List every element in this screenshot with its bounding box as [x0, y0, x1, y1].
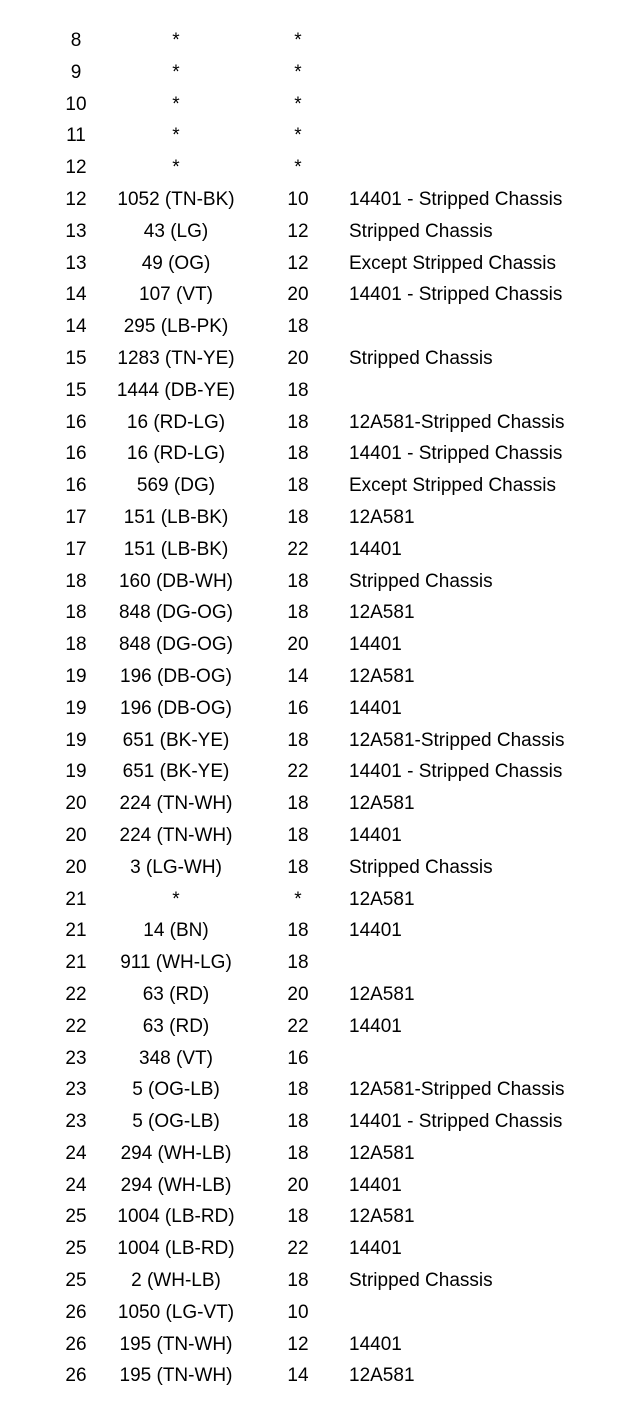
table-row — [0, 852, 640, 884]
circuit-cell: 1052 (TN-BK) — [117, 188, 235, 210]
note-cell: 14401 — [349, 1015, 402, 1037]
gauge-cell: 22 — [287, 538, 309, 560]
table-row — [0, 566, 640, 598]
gauge-cell: 18 — [287, 952, 309, 974]
pin-cell: 16 — [65, 475, 87, 497]
pin-cell: 18 — [65, 570, 87, 592]
gauge-cell: 18 — [287, 411, 309, 433]
pin-cell: 17 — [65, 506, 87, 528]
gauge-cell: 18 — [287, 1079, 309, 1101]
note-cell: Stripped Chassis — [349, 347, 493, 369]
table-row — [0, 438, 640, 470]
gauge-cell: 18 — [287, 1206, 309, 1228]
table-row — [0, 661, 640, 693]
pin-cell: 20 — [65, 793, 87, 815]
gauge-cell: 18 — [287, 379, 309, 401]
gauge-cell: 18 — [287, 1142, 309, 1164]
pin-cell: 21 — [65, 920, 87, 942]
gauge-cell: 16 — [287, 1047, 309, 1069]
gauge-cell: 14 — [287, 665, 309, 687]
circuit-cell: * — [172, 93, 180, 115]
note-cell: 12A581 — [349, 665, 415, 687]
circuit-cell: 3 (LG-WH) — [130, 856, 222, 878]
gauge-cell: 12 — [287, 1333, 309, 1355]
circuit-cell: 848 (DG-OG) — [118, 602, 234, 624]
note-cell: 14401 — [349, 697, 402, 719]
pin-cell: 18 — [65, 602, 87, 624]
table-row — [0, 152, 640, 184]
table-row — [0, 1170, 640, 1202]
circuit-cell: 911 (WH-LG) — [120, 952, 232, 974]
table-row — [0, 470, 640, 502]
circuit-cell: 43 (LG) — [143, 220, 209, 242]
pin-cell: 21 — [65, 888, 87, 910]
note-cell: 12A581-Stripped Chassis — [349, 411, 565, 433]
gauge-cell: 18 — [287, 856, 309, 878]
table-row — [0, 820, 640, 852]
note-cell: 14401 — [349, 1238, 402, 1260]
pin-cell: 22 — [65, 983, 87, 1005]
note-cell: Stripped Chassis — [349, 856, 493, 878]
circuit-cell: 16 (RD-LG) — [126, 443, 226, 465]
pin-cell: 14 — [65, 316, 87, 338]
table-row — [0, 629, 640, 661]
gauge-cell: 12 — [287, 252, 309, 274]
table-row — [0, 1138, 640, 1170]
gauge-cell: 20 — [287, 634, 309, 656]
table-row — [0, 216, 640, 248]
note-cell: 14401 - Stripped Chassis — [349, 188, 563, 210]
pin-cell: 12 — [65, 188, 87, 210]
gauge-cell: 12 — [287, 220, 309, 242]
table-row — [0, 1265, 640, 1297]
table-row — [0, 375, 640, 407]
pin-cell: 22 — [65, 1015, 87, 1037]
circuit-cell: 348 (VT) — [139, 1047, 213, 1069]
circuit-cell: 5 (OG-LB) — [132, 1111, 220, 1133]
circuit-cell: 196 (DB-OG) — [120, 665, 232, 687]
gauge-cell: * — [294, 61, 302, 83]
pin-cell: 25 — [65, 1238, 87, 1260]
pin-cell: 21 — [65, 952, 87, 974]
table-row — [0, 89, 640, 121]
table-row — [0, 407, 640, 439]
gauge-cell: 16 — [287, 697, 309, 719]
pin-cell: 14 — [65, 284, 87, 306]
circuit-cell: 16 (RD-LG) — [126, 411, 226, 433]
gauge-cell: 14 — [287, 1365, 309, 1387]
pin-cell: 25 — [65, 1206, 87, 1228]
connector-pinout-table — [0, 25, 640, 1392]
note-cell: Stripped Chassis — [349, 570, 493, 592]
pin-cell: 11 — [66, 125, 86, 147]
gauge-cell: 22 — [287, 1238, 309, 1260]
note-cell: 14401 — [349, 920, 402, 942]
pin-cell: 19 — [65, 761, 87, 783]
pin-cell: 15 — [65, 379, 87, 401]
gauge-cell: 18 — [287, 443, 309, 465]
gauge-cell: 18 — [287, 570, 309, 592]
gauge-cell: * — [294, 30, 302, 51]
pin-cell: 26 — [65, 1333, 87, 1355]
circuit-cell: 294 (WH-LB) — [120, 1142, 232, 1164]
gauge-cell: * — [294, 93, 302, 115]
table-row — [0, 184, 640, 216]
table-row — [0, 1233, 640, 1265]
table-row — [0, 597, 640, 629]
note-cell: 14401 — [349, 538, 402, 560]
circuit-cell: * — [172, 61, 180, 83]
pin-cell: 26 — [65, 1365, 87, 1387]
circuit-cell: 848 (DG-OG) — [118, 634, 234, 656]
circuit-cell: 651 (BK-YE) — [122, 761, 230, 783]
pin-cell: 13 — [65, 252, 87, 274]
pin-cell: 19 — [65, 729, 87, 751]
note-cell: 14401 — [349, 824, 402, 846]
note-cell: 12A581 — [349, 888, 415, 910]
circuit-cell: 160 (DB-WH) — [118, 570, 233, 592]
table-row — [0, 756, 640, 788]
circuit-cell: 224 (TN-WH) — [119, 793, 233, 815]
pin-cell: 17 — [65, 538, 87, 560]
circuit-cell: * — [172, 125, 180, 147]
circuit-cell: 294 (WH-LB) — [120, 1174, 232, 1196]
circuit-cell: * — [172, 157, 180, 179]
gauge-cell: 22 — [287, 1015, 309, 1037]
note-cell: 14401 — [349, 1333, 402, 1355]
table-row — [0, 1043, 640, 1075]
gauge-cell: 20 — [287, 347, 309, 369]
pin-cell: 24 — [65, 1174, 87, 1196]
note-cell: Except Stripped Chassis — [349, 475, 556, 497]
note-cell: 14401 - Stripped Chassis — [349, 284, 563, 306]
circuit-cell: 151 (LB-BK) — [123, 538, 229, 560]
gauge-cell: 18 — [287, 506, 309, 528]
table-row — [0, 57, 640, 89]
gauge-cell: 18 — [287, 316, 309, 338]
table-row — [0, 693, 640, 725]
note-cell: 14401 - Stripped Chassis — [349, 761, 563, 783]
note-cell: Except Stripped Chassis — [349, 252, 556, 274]
note-cell: Stripped Chassis — [349, 220, 493, 242]
pin-cell: 19 — [65, 665, 87, 687]
table-row — [0, 979, 640, 1011]
gauge-cell: 20 — [287, 1174, 309, 1196]
table-row — [0, 279, 640, 311]
table-row — [0, 1360, 640, 1392]
circuit-cell: 151 (LB-BK) — [123, 506, 229, 528]
circuit-cell: 5 (OG-LB) — [132, 1079, 220, 1101]
table-row — [0, 1011, 640, 1043]
pin-cell: 13 — [65, 220, 87, 242]
note-cell: 12A581 — [349, 602, 415, 624]
table-row — [0, 534, 640, 566]
pin-cell: 23 — [65, 1111, 87, 1133]
circuit-cell: 1444 (DB-YE) — [116, 379, 236, 401]
note-cell: 12A581-Stripped Chassis — [349, 729, 565, 751]
note-cell: 12A581 — [349, 983, 415, 1005]
note-cell: 12A581 — [349, 1206, 415, 1228]
table-row — [0, 915, 640, 947]
pin-cell: 23 — [65, 1079, 87, 1101]
gauge-cell: 18 — [287, 793, 309, 815]
gauge-cell: 18 — [287, 475, 309, 497]
circuit-cell: 14 (BN) — [143, 920, 209, 942]
gauge-cell: * — [294, 157, 302, 179]
pin-cell: 15 — [65, 347, 87, 369]
gauge-cell: 20 — [287, 284, 309, 306]
note-cell: 12A581 — [349, 506, 415, 528]
gauge-cell: 18 — [287, 729, 309, 751]
table-row — [0, 502, 640, 534]
circuit-cell: 1004 (LB-RD) — [117, 1206, 235, 1228]
pin-cell: 18 — [65, 634, 87, 656]
circuit-cell: 2 (WH-LB) — [131, 1270, 221, 1292]
table-row — [0, 311, 640, 343]
pin-cell: 20 — [65, 856, 87, 878]
note-cell: Stripped Chassis — [349, 1270, 493, 1292]
pin-cell: 25 — [65, 1270, 87, 1292]
circuit-cell: 224 (TN-WH) — [119, 824, 233, 846]
pin-cell: 16 — [65, 411, 87, 433]
gauge-cell: 18 — [287, 920, 309, 942]
circuit-cell: 63 (RD) — [142, 1015, 210, 1037]
table-row — [0, 947, 640, 979]
pin-cell: 16 — [65, 443, 87, 465]
pin-cell: 24 — [65, 1142, 87, 1164]
pin-cell: 10 — [65, 93, 87, 115]
gauge-cell: * — [294, 125, 302, 147]
gauge-cell: 20 — [287, 983, 309, 1005]
pin-cell: 26 — [65, 1301, 87, 1323]
note-cell: 14401 - Stripped Chassis — [349, 443, 563, 465]
gauge-cell: 18 — [287, 602, 309, 624]
circuit-cell: 63 (RD) — [142, 983, 210, 1005]
circuit-cell: * — [172, 888, 180, 910]
circuit-cell: 196 (DB-OG) — [120, 697, 232, 719]
circuit-cell: * — [172, 30, 180, 51]
table-row — [0, 884, 640, 916]
gauge-cell: * — [294, 888, 302, 910]
pin-cell: 19 — [65, 697, 87, 719]
note-cell: 12A581 — [349, 1365, 415, 1387]
circuit-cell: 1050 (LG-VT) — [117, 1301, 235, 1323]
gauge-cell: 18 — [287, 1270, 309, 1292]
note-cell: 14401 — [349, 634, 402, 656]
table-row — [0, 343, 640, 375]
circuit-cell: 1283 (TN-YE) — [117, 347, 235, 369]
gauge-cell: 22 — [287, 761, 309, 783]
table-row — [0, 1297, 640, 1329]
table-row — [0, 120, 640, 152]
gauge-cell: 10 — [287, 188, 309, 210]
gauge-cell: 18 — [287, 1111, 309, 1133]
gauge-cell: 10 — [287, 1301, 309, 1323]
table-row — [0, 1329, 640, 1361]
circuit-cell: 195 (TN-WH) — [119, 1333, 233, 1355]
note-cell: 12A581 — [349, 1142, 415, 1164]
circuit-cell: 195 (TN-WH) — [119, 1365, 233, 1387]
note-cell: 12A581-Stripped Chassis — [349, 1079, 565, 1101]
circuit-cell: 107 (VT) — [139, 284, 213, 306]
table-row — [0, 248, 640, 280]
pin-cell: 12 — [65, 157, 87, 179]
circuit-cell: 1004 (LB-RD) — [117, 1238, 235, 1260]
circuit-cell: 569 (DG) — [136, 475, 216, 497]
gauge-cell: 18 — [287, 824, 309, 846]
pin-cell: 9 — [70, 61, 82, 83]
circuit-cell: 49 (OG) — [141, 252, 211, 274]
table-row — [0, 1201, 640, 1233]
table-row — [0, 1106, 640, 1138]
circuit-cell: 295 (LB-PK) — [123, 316, 229, 338]
table-row — [0, 725, 640, 757]
circuit-cell: 651 (BK-YE) — [122, 729, 230, 751]
pin-cell: 23 — [65, 1047, 87, 1069]
pin-cell: 20 — [65, 824, 87, 846]
note-cell: 14401 - Stripped Chassis — [349, 1111, 563, 1133]
note-cell: 14401 — [349, 1174, 402, 1196]
table-row — [0, 1074, 640, 1106]
pin-cell: 8 — [70, 30, 82, 51]
note-cell: 12A581 — [349, 793, 415, 815]
table-row — [0, 25, 640, 57]
table-row — [0, 788, 640, 820]
